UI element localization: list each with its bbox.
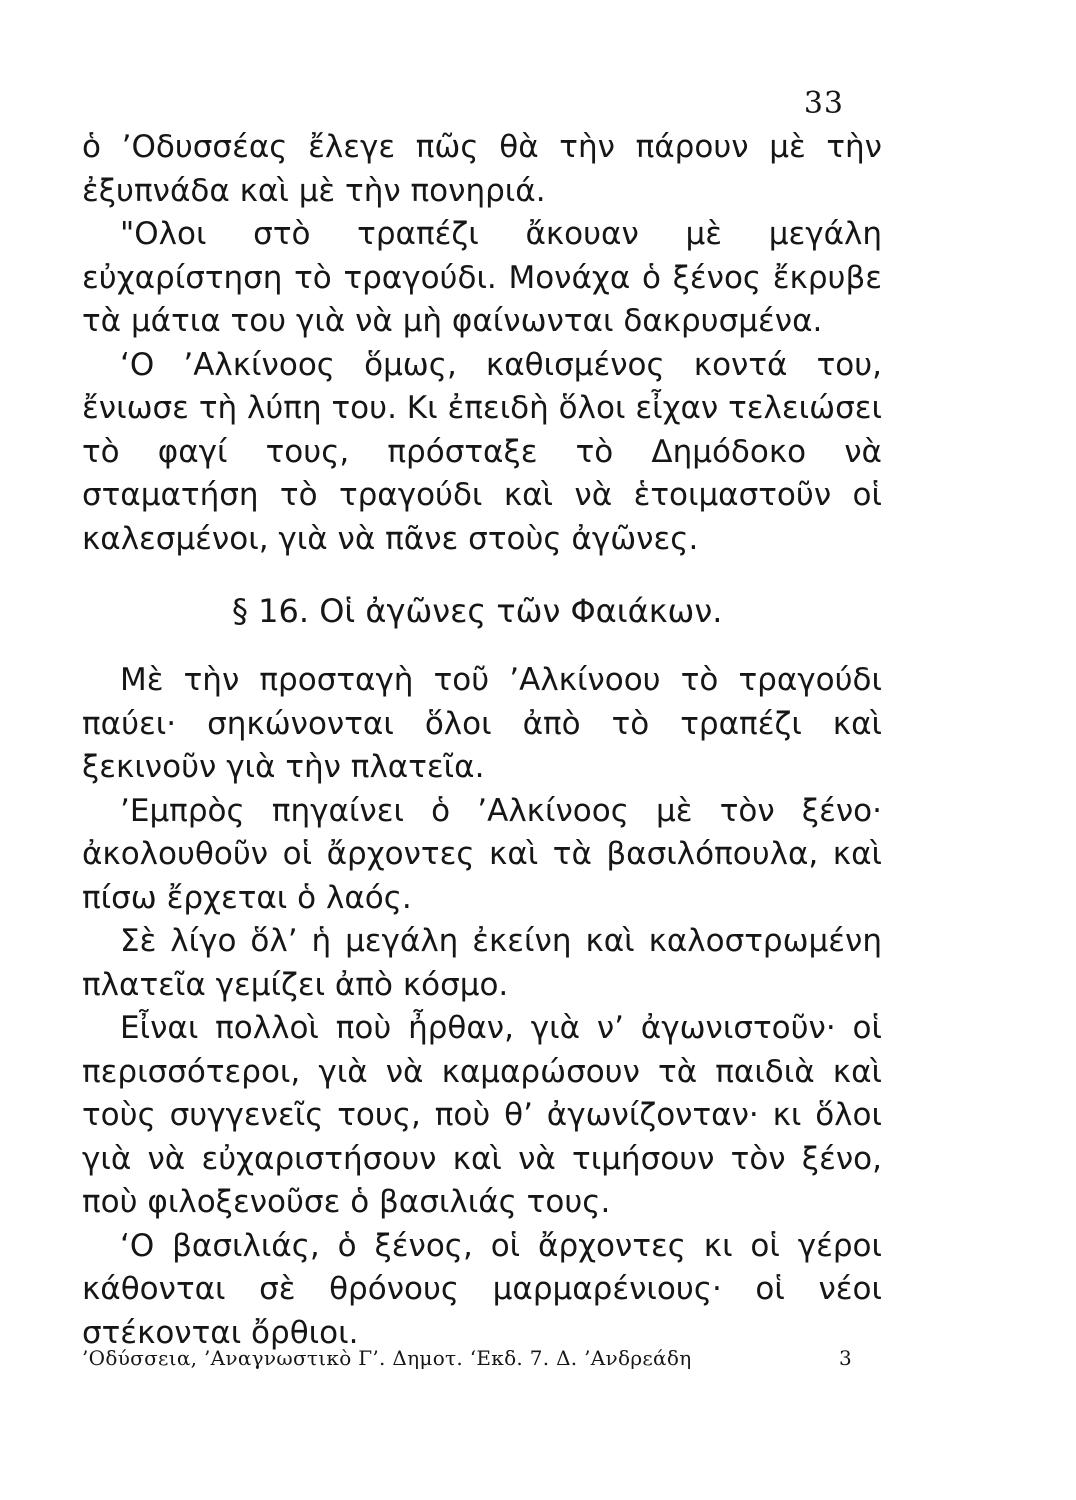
signature-mark: 3 bbox=[838, 1346, 852, 1370]
paragraph: "Ολοι στὸ τραπέζι ἄκουαν μὲ μεγάλη εὐχαρίστηση τὸ τραγούδι. Μονάχα ὁ ξένος ἔκρυβε τὰ μάτια του γιὰ νὰ μὴ φαίνωνται δακρυσμένα. bbox=[82, 216, 882, 339]
footer bbox=[82, 1346, 852, 1370]
paragraph: ὁ ’Οδυσσέας ἔλεγε πῶς θὰ τὴν πάρουν μὲ τὴν ἐξυπνάδα καὶ μὲ τὴν πονηριά. bbox=[82, 129, 882, 209]
paragraph: Σὲ λίγο ὅλ’ ἡ μεγάλη ἐκείνη καὶ καλοστρωμένη πλατεῖα γεμίζει ἀπὸ κόσμο. bbox=[82, 923, 882, 1003]
paragraph: ’Εμπρὸς πηγαίνει ὁ ’Αλκίνοος μὲ τὸν ξένο· ἀκολουθοῦν οἱ ἄρχοντες καὶ τὰ βασιλόπουλα, καὶ πίσω ἔρχεται ὁ λαός. bbox=[82, 792, 882, 916]
paragraph: Μὲ τὴν προσταγὴ τοῦ ’Αλκίνοου τὸ τραγούδι παύει· σηκώνονται ὅλοι ἀπὸ τὸ τραπέζι καὶ ξεκινοῦν γιὰ τὴν πλατεῖα. bbox=[82, 662, 882, 785]
paragraph: Εἶναι πολλοὶ ποὺ ἦρθαν, γιὰ ν’ ἀγωνιστοῦν· οἱ περισσότεροι, γιὰ νὰ καμαρώσουν τὰ παιδιὰ καὶ τοὺς συγγενεῖς τους, ποὺ θ’ ἀγωνίζονταν· κι ὅλοι γιὰ νὰ εὐχαριστήσουν καὶ νὰ τιμήσουν τὸν ξένο, ποὺ φιλοξενοῦσε ὁ βασιλιάς τους. bbox=[82, 1010, 882, 1220]
footer-text: ’Οδύσσεια, ’Αναγνωστικὸ Γ’. Δημοτ. ‘Εκδ. 7. Δ. ’Ανδρεάδη bbox=[82, 1346, 692, 1370]
body-text bbox=[82, 126, 882, 1355]
paragraph: ‘Ο βασιλιάς, ὁ ξένος, οἱ ἄρχοντες κι οἱ γέροι κάθονται σὲ θρόνους μαρμαρένιους· οἱ νέοι στέκονται ὄρθιοι. bbox=[82, 1227, 882, 1351]
section-heading: § 16. Οἱ ἀγῶνες τῶν Φαιάκων. bbox=[232, 592, 723, 630]
paragraph: ‘Ο ’Αλκίνοος ὅμως, καθισμένος κοντά του, ἔνιωσε τὴ λύπη του. Κι ἐπειδὴ ὅλοι εἶχαν τελειώσει τὸ φαγί τους, πρόσταξε τὸ Δημόδοκο νὰ σταματήση τὸ τραγούδι καὶ νὰ ἑτοιμαστοῦν οἱ καλεσμένοι, γιὰ νὰ πᾶνε στοὺς ἀγῶνες. bbox=[82, 346, 882, 557]
page-number: 33 bbox=[803, 86, 844, 121]
